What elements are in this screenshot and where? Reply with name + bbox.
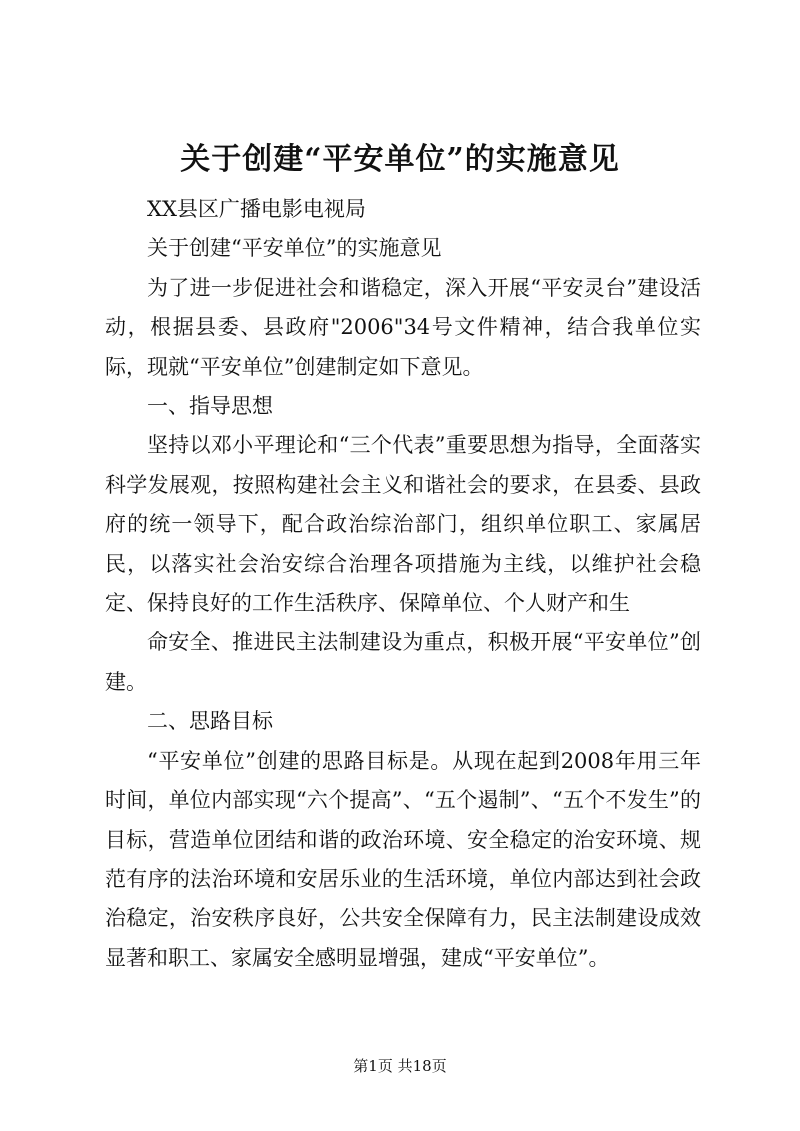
goals-paragraph: “平安单位”创建的思路目标是。从现在起到2008年用三年时间，单位内部实现“六个提高”、“五个遏制”、“五个不发生”的目标，营造单位团结和谐的政治环境、安全稳定的治安环境、规范有序的法治环境和安居乐业的生活环境，单位内部达到社会政治稳定，治安秩序良好，公共安全保障有力，民主法制建设成效显著和职工、家属安全感明显增强，建成“平安单位”。	[105, 748, 701, 970]
intro-paragraph: 为了进一步促进社会和谐稳定，深入开展“平安灵台”建设活动，根据县委、县政府"2006"34号文件精神，结合我单位实际，现就“平安单位”创建制定如下意见。	[105, 275, 701, 379]
document-title: 关于创建“平安单位”的实施意见	[180, 142, 620, 177]
issuer-line: XX县区广播电影电视局	[147, 197, 366, 221]
document-body	[105, 190, 701, 978]
subtitle-line: 关于创建“平安单位”的实施意见	[147, 236, 442, 261]
section-heading-goals: 二、思路目标	[147, 709, 273, 734]
section-heading-guiding-ideology: 一、指导思想	[147, 394, 273, 419]
guiding-ideology-paragraph: 坚持以邓小平理论和“三个代表”重要思想为指导，全面落实科学发展观，按照构建社会主义和谐社会的要求，在县委、县政府的统一领导下，配合政治综治部门，组织单位职工、家属居民，以落实社会治安综合治理各项措施为主线，以维护社会稳定、保持良好的工作生活秩序、保障单位、个人财产和生	[105, 433, 701, 616]
page-number-footer: 第1页 共18页	[353, 1057, 447, 1075]
guiding-ideology-continuation: 命安全、推进民主法制建设为重点，积极开展“平安单位”创建。	[105, 630, 701, 694]
